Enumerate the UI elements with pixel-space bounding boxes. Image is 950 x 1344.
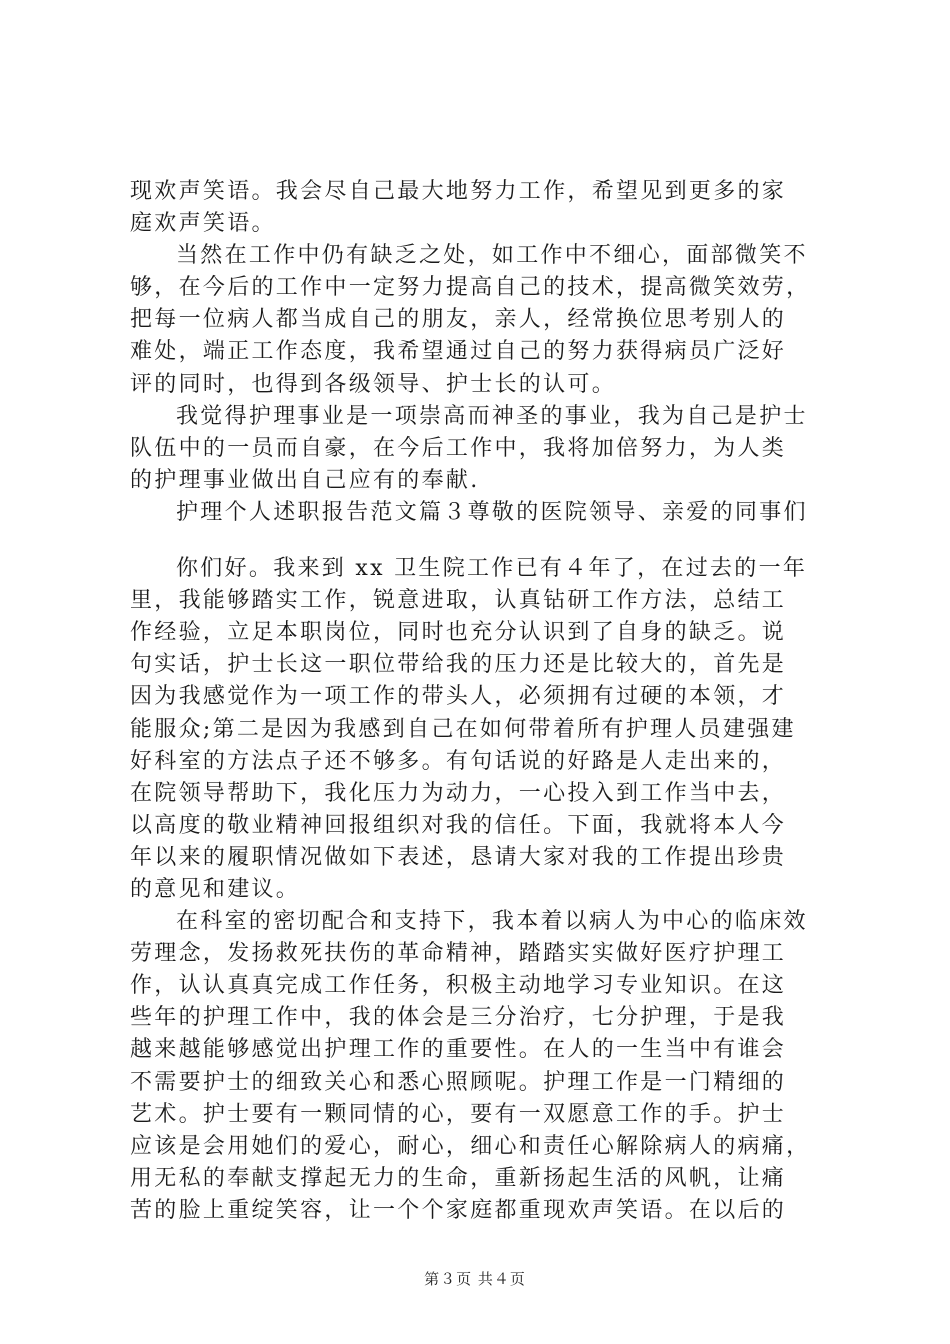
page-footer [0,1268,950,1289]
text-line: 里，我能够踏实工作，锐意进取，认真钻研工作方法，总结工 [130,588,787,614]
text-line: 因为我感觉作为一项工作的带头人，必须拥有过硬的本领，才 [130,684,787,710]
text-line: 用无私的奉献支撑起无力的生命，重新扬起生活的风帆，让痛 [130,1165,787,1191]
paragraph-start: 在科室的密切配合和支持下，我本着以病人为中心的临床效 [176,909,808,935]
section-gap [130,529,830,553]
text-line: 艺术。护士要有一颗同情的心，要有一双愿意工作的手。护士 [130,1101,787,1127]
text-line: 队伍中的一员而自豪，在今后工作中，我将加倍努力，为人类 [130,435,787,461]
text-line: 不需要护士的细致关心和悉心照顾呢。护理工作是一门精细的 [130,1069,787,1095]
text-line: 在院领导帮助下，我化压力为动力，一心投入到工作当中去， [130,780,787,806]
text-line: 够，在今后的工作中一定努力提高自己的技术，提高微笑效劳， [130,275,811,301]
text-line: 越来越能够感觉出护理工作的重要性。在人的一生当中有谁会 [130,1037,787,1063]
text-line: 劳理念，发扬救死扶伤的革命精神，踏踏实实做好医疗护理工 [130,941,787,967]
section-heading: 护理个人述职报告范文篇３尊敬的医院领导、亲爱的同事们 [176,499,808,525]
text-line: 把每一位病人都当成自己的朋友，亲人，经常换位思考别人的 [130,307,787,333]
text-line: 现欢声笑语。我会尽自己最大地努力工作，希望见到更多的家 [130,179,787,204]
text-line: 年以来的履职情况做如下表述，恳请大家对我的工作提出珍贵 [130,844,787,870]
text-line: 句实话，护士长这一职位带给我的压力还是比较大的，首先是 [130,652,787,678]
text-line: 以高度的敬业精神回报组织对我的信任。下面，我就将本人今 [130,812,787,838]
text-line: 难处，端正工作态度，我希望通过自己的努力获得病员广泛好 [130,339,787,365]
paragraph-start: 你们好。我来到 xx 卫生院工作已有４年了，在过去的一年 [176,556,808,582]
text-line: 作，认认真真完成工作任务，积极主动地学习专业知识。在这 [130,973,787,999]
text-line: 作经验，立足本职岗位，同时也充分认识到了自身的缺乏。说 [130,620,787,646]
text-line: 苦的脸上重绽笑容，让一个个家庭都重现欢声笑语。在以后的 [130,1197,787,1223]
text-line: 应该是会用她们的爱心，耐心，细心和责任心解除病人的病痛， [130,1133,811,1159]
paragraph-start: 我觉得护理事业是一项崇高而神圣的事业，我为自己是护士 [176,403,808,429]
text-line: 评的同时，也得到各级领导、护士长的认可。 [130,371,617,397]
paragraph-start: 当然在工作中仍有缺乏之处，如工作中不细心，面部微笑不 [176,243,808,269]
text-line: 庭欢声笑语。 [130,211,276,237]
text-line: 能服众;第二是因为我感到自己在如何带着所有护理人员建强建 [130,716,796,742]
text-line: 些年的护理工作中，我的体会是三分治疗，七分护理，于是我 [130,1005,787,1031]
text-line: 的护理事业做出自己应有的奉献. [130,467,480,493]
page-number: 第３页 共４页 [424,1270,526,1288]
document-body [130,176,830,1227]
text-line: 的意见和建议。 [130,876,301,902]
text-line: 好科室的方法点子还不够多。有句话说的好路是人走出来的， [130,748,787,774]
